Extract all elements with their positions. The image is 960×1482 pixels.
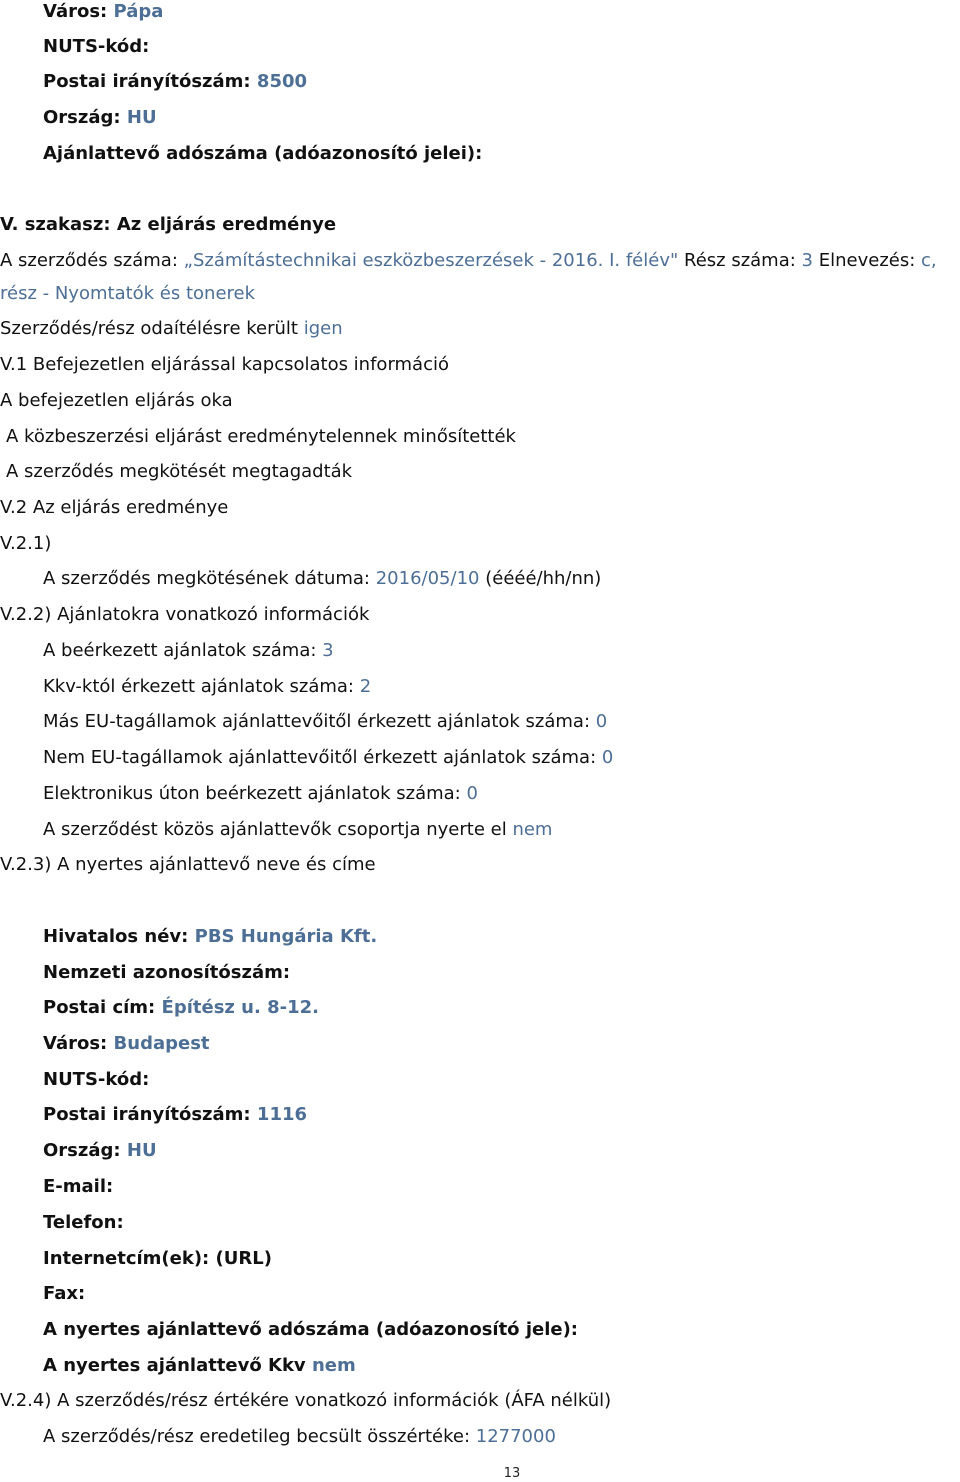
contract-value: „Számítástechnikai eszközbeszerzések - 2016. I. félév" — [183, 250, 679, 271]
winner-fax-row — [43, 1282, 85, 1306]
v21-date-label: A szerződés megkötésének dátuma: — [43, 568, 370, 589]
top-country-row — [43, 106, 157, 130]
winner-postal-value: 1116 — [256, 1104, 308, 1125]
sme-offers-row — [43, 675, 371, 699]
winner-name-label: Hivatalos név: — [43, 926, 189, 947]
v21-date-format: (éééé/hh/nn) — [485, 568, 602, 589]
top-tax-label: Ajánlattevő adószáma (adóazonosító jelei): — [43, 143, 483, 164]
winner-phone-label: Telefon: — [43, 1212, 124, 1233]
v1-option-1-text: A közbeszerzési eljárást eredménytelennek minősítették — [6, 426, 516, 447]
name-value-line2-row — [0, 282, 255, 306]
awarded-label: Szerződés/rész odaítélésre került — [0, 318, 298, 339]
top-nuts-row — [43, 35, 149, 59]
winner-city-row — [43, 1032, 210, 1056]
v1-option-2 — [6, 460, 352, 484]
electronic-offers-value: 0 — [466, 783, 478, 804]
winner-nuts-label: NUTS-kód: — [43, 1069, 150, 1090]
sme-offers-value: 2 — [359, 676, 372, 697]
v24-estimate-label: A szerződés/rész eredetileg becsült összértéke: — [43, 1426, 471, 1447]
v22-heading — [0, 603, 369, 627]
offers-received-label: A beérkezett ajánlatok száma: — [43, 640, 317, 661]
top-postal-value: 8500 — [256, 71, 308, 92]
noneu-offers-row — [43, 746, 613, 770]
top-country-value: HU — [126, 107, 157, 128]
sme-offers-label: Kkv-któl érkezett ajánlatok száma: — [43, 676, 355, 697]
top-postal-row — [43, 70, 307, 94]
winner-name-value: PBS Hungária Kft. — [194, 926, 378, 947]
offers-received-value: 3 — [322, 640, 334, 661]
winner-country-row — [43, 1139, 157, 1163]
section-v-heading — [0, 213, 336, 237]
consortium-row — [43, 818, 552, 842]
winner-country-value: HU — [126, 1140, 157, 1161]
winner-postal-row — [43, 1103, 307, 1127]
winner-sme-value: nem — [311, 1355, 356, 1376]
electronic-offers-label: Elektronikus úton beérkezett ajánlatok száma: — [43, 783, 461, 804]
winner-email-label: E-mail: — [43, 1176, 114, 1197]
winner-tax-row — [43, 1318, 578, 1342]
consortium-label: A szerződést közös ajánlattevők csoportja nyerte el — [43, 819, 507, 840]
v1-heading — [0, 353, 449, 377]
awarded-value: igen — [303, 318, 343, 339]
v2-heading — [0, 496, 228, 520]
v23-heading — [0, 853, 376, 877]
winner-country-label: Ország: — [43, 1140, 121, 1161]
top-city-label: Város: — [43, 1, 108, 22]
v1-reason — [0, 389, 233, 413]
v24-estimate-row — [43, 1425, 556, 1449]
page-number: 13 — [503, 1466, 521, 1481]
top-city-value: Pápa — [113, 1, 164, 22]
eu-offers-row — [43, 710, 607, 734]
noneu-offers-value: 0 — [601, 747, 614, 768]
v21-date-row — [43, 567, 601, 591]
winner-postal-label: Postai irányítószám: — [43, 1104, 251, 1125]
winner-email-row — [43, 1175, 113, 1199]
eu-offers-value: 0 — [595, 711, 608, 732]
winner-fax-label: Fax: — [43, 1283, 86, 1304]
winner-address-label: Postai cím: — [43, 997, 156, 1018]
v1-option-2-text: A szerződés megkötését megtagadták — [6, 461, 353, 482]
winner-name-row — [43, 925, 377, 949]
winner-city-label: Város: — [43, 1033, 108, 1054]
name-label: Elnevezés: — [818, 250, 916, 271]
winner-city-value: Budapest — [113, 1033, 210, 1054]
v24-heading-text: V.2.4) A szerződés/rész értékére vonatkozó információk (ÁFA nélkül) — [0, 1390, 612, 1411]
v23-heading-text: V.2.3) A nyertes ajánlattevő neve és címe — [0, 854, 376, 875]
top-nuts-label: NUTS-kód: — [43, 36, 150, 57]
v1-heading-text: V.1 Befejezetlen eljárással kapcsolatos információ — [0, 354, 449, 375]
name-value-line2: rész - Nyomtatók és tonerek — [0, 283, 256, 304]
v22-heading-text: V.2.2) Ajánlatokra vonatkozó információk — [0, 604, 370, 625]
winner-url-label: Internetcím(ek): (URL) — [43, 1248, 272, 1269]
awarded-row — [0, 317, 343, 341]
top-city-row — [43, 0, 163, 24]
offers-received-row — [43, 639, 334, 663]
noneu-offers-label: Nem EU-tagállamok ajánlattevőitől érkezett ajánlatok száma: — [43, 747, 597, 768]
part-value: 3 — [801, 250, 813, 271]
top-tax-row — [43, 142, 482, 166]
winner-phone-row — [43, 1211, 124, 1235]
winner-address-row — [43, 996, 319, 1020]
winner-national-id-label: Nemzeti azonosítószám: — [43, 962, 291, 983]
top-postal-label: Postai irányítószám: — [43, 71, 251, 92]
v21-date-value: 2016/05/10 — [375, 568, 480, 589]
v24-estimate-value: 1277000 — [475, 1426, 556, 1447]
winner-sme-label: A nyertes ajánlattevő Kkv — [43, 1355, 306, 1376]
v24-heading — [0, 1389, 611, 1413]
contract-label: A szerződés száma: — [0, 250, 178, 271]
section-v-heading-text: V. szakasz: Az eljárás eredménye — [0, 214, 337, 235]
v21-heading — [0, 532, 51, 556]
winner-sme-row — [43, 1354, 356, 1378]
name-value-line1: c, — [921, 250, 937, 271]
electronic-offers-row — [43, 782, 478, 806]
part-label: Rész száma: — [684, 250, 796, 271]
winner-nuts-row — [43, 1068, 149, 1092]
contract-row — [0, 249, 937, 273]
v1-option-1 — [6, 425, 516, 449]
top-country-label: Ország: — [43, 107, 121, 128]
v2-heading-text: V.2 Az eljárás eredménye — [0, 497, 229, 518]
winner-tax-label: A nyertes ajánlattevő adószáma (adóazonosító jele): — [43, 1319, 578, 1340]
eu-offers-label: Más EU-tagállamok ajánlattevőitől érkezett ajánlatok száma: — [43, 711, 591, 732]
v21-heading-text: V.2.1) — [0, 533, 52, 554]
winner-national-id-row — [43, 961, 290, 985]
winner-address-value: Építész u. 8-12. — [161, 997, 319, 1018]
consortium-value: nem — [512, 819, 553, 840]
v1-reason-text: A befejezetlen eljárás oka — [0, 390, 233, 411]
winner-url-row — [43, 1247, 272, 1271]
